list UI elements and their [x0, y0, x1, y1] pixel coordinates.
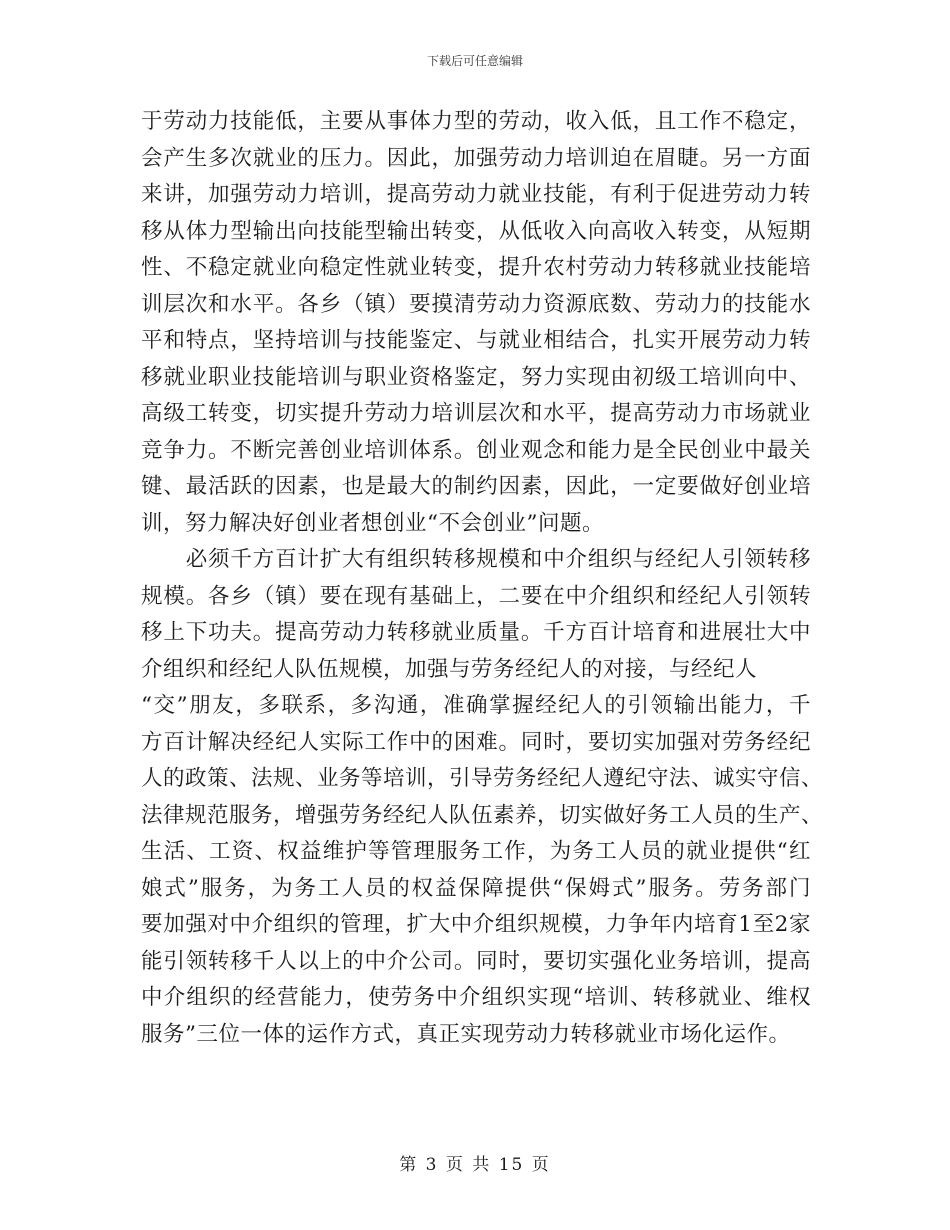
text-line: 训层次和水平。各乡（镇）要摸清劳动力资源底数、劳动力的技能水: [141, 291, 811, 317]
text-line: 来讲，加强劳动力培训，提高劳动力就业技能，有利于促进劳动力转: [141, 182, 811, 207]
text-line: 移上下功夫。提高劳动力转移就业质量。千方百计培育和进展壮大中: [141, 620, 811, 645]
text-line: 训，努力解决好创业者想创业“不会创业”问题。: [141, 510, 604, 536]
text-line: 键、最活跃的因素，也是最大的制约因素，因此，一定要做好创业培: [141, 474, 811, 499]
text-line: 会产生多次就业的压力。因此，加强劳动力培训迫在眉睫。另一方面: [141, 145, 811, 171]
document-body: [141, 104, 824, 1053]
page-number: 第 3 页 共 15 页: [399, 1155, 551, 1175]
page-header: 下载后可任意编辑: [426, 54, 523, 68]
text-line: 于劳动力技能低，主要从事体力型的劳动，收入低，且工作不稳定，: [141, 109, 811, 134]
text-line: 法律规范服务，增强劳务经纪人队伍素养，切实做好务工人员的生产、: [141, 802, 824, 828]
text-line: 竞争力。不断完善创业培训体系。创业观念和能力是全民创业中最关: [141, 437, 811, 463]
text-line: 介组织和经纪人队伍规模，加强与劳务经纪人的对接，与经纪人: [141, 656, 758, 682]
text-line: 平和特点，坚持培训与技能鉴定、与就业相结合，扎实开展劳动力转: [141, 328, 811, 353]
text-line: “交”朋友，多联系，多沟通，准确掌握经纪人的引领输出能力，千: [141, 693, 811, 718]
text-line: 方百计解决经纪人实际工作中的困难。同时，要切实加强对劳务经纪: [141, 729, 811, 755]
text-line: 性、不稳定就业向稳定性就业转变，提升农村劳动力转移就业技能培: [141, 255, 811, 280]
text-line: 娘式”服务，为务工人员的权益保障提供“保姆式”服务。劳务部门: [141, 875, 811, 901]
text-line: 移从体力型输出向技能型输出转变，从低收入向高收入转变，从短期: [141, 218, 811, 244]
text-line: 能引领转移千人以上的中介公司。同时，要切实强化业务培训，提高: [141, 948, 811, 974]
text-line: 高级工转变，切实提升劳动力培训层次和水平，提高劳动力市场就业: [141, 401, 811, 426]
text-line: 移就业职业技能培训与职业资格鉴定，努力实现由初级工培训向中、: [141, 364, 811, 390]
text-line: 人的政策、法规、业务等培训，引导劳务经纪人遵纪守法、诚实守信、: [141, 766, 824, 791]
text-line: 要加强对中介组织的管理，扩大中介组织规模，力争年内培育1至2家: [141, 912, 811, 937]
text-line: 生活、工资、权益维护等管理服务工作，为务工人员的就业提供“红: [141, 839, 811, 864]
text-line: 服务”三位一体的运作方式，真正实现劳动力转移就业市场化运作。: [141, 1021, 791, 1047]
text-line: 必须千方百计扩大有组织转移规模和中介组织与经纪人引领转移: [141, 547, 811, 572]
text-line: 中介组织的经营能力，使劳务中介组织实现“培训、转移就业、维权: [141, 985, 811, 1010]
text-line: 规模。各乡（镇）要在现有基础上，二要在中介组织和经纪人引领转: [141, 583, 811, 609]
